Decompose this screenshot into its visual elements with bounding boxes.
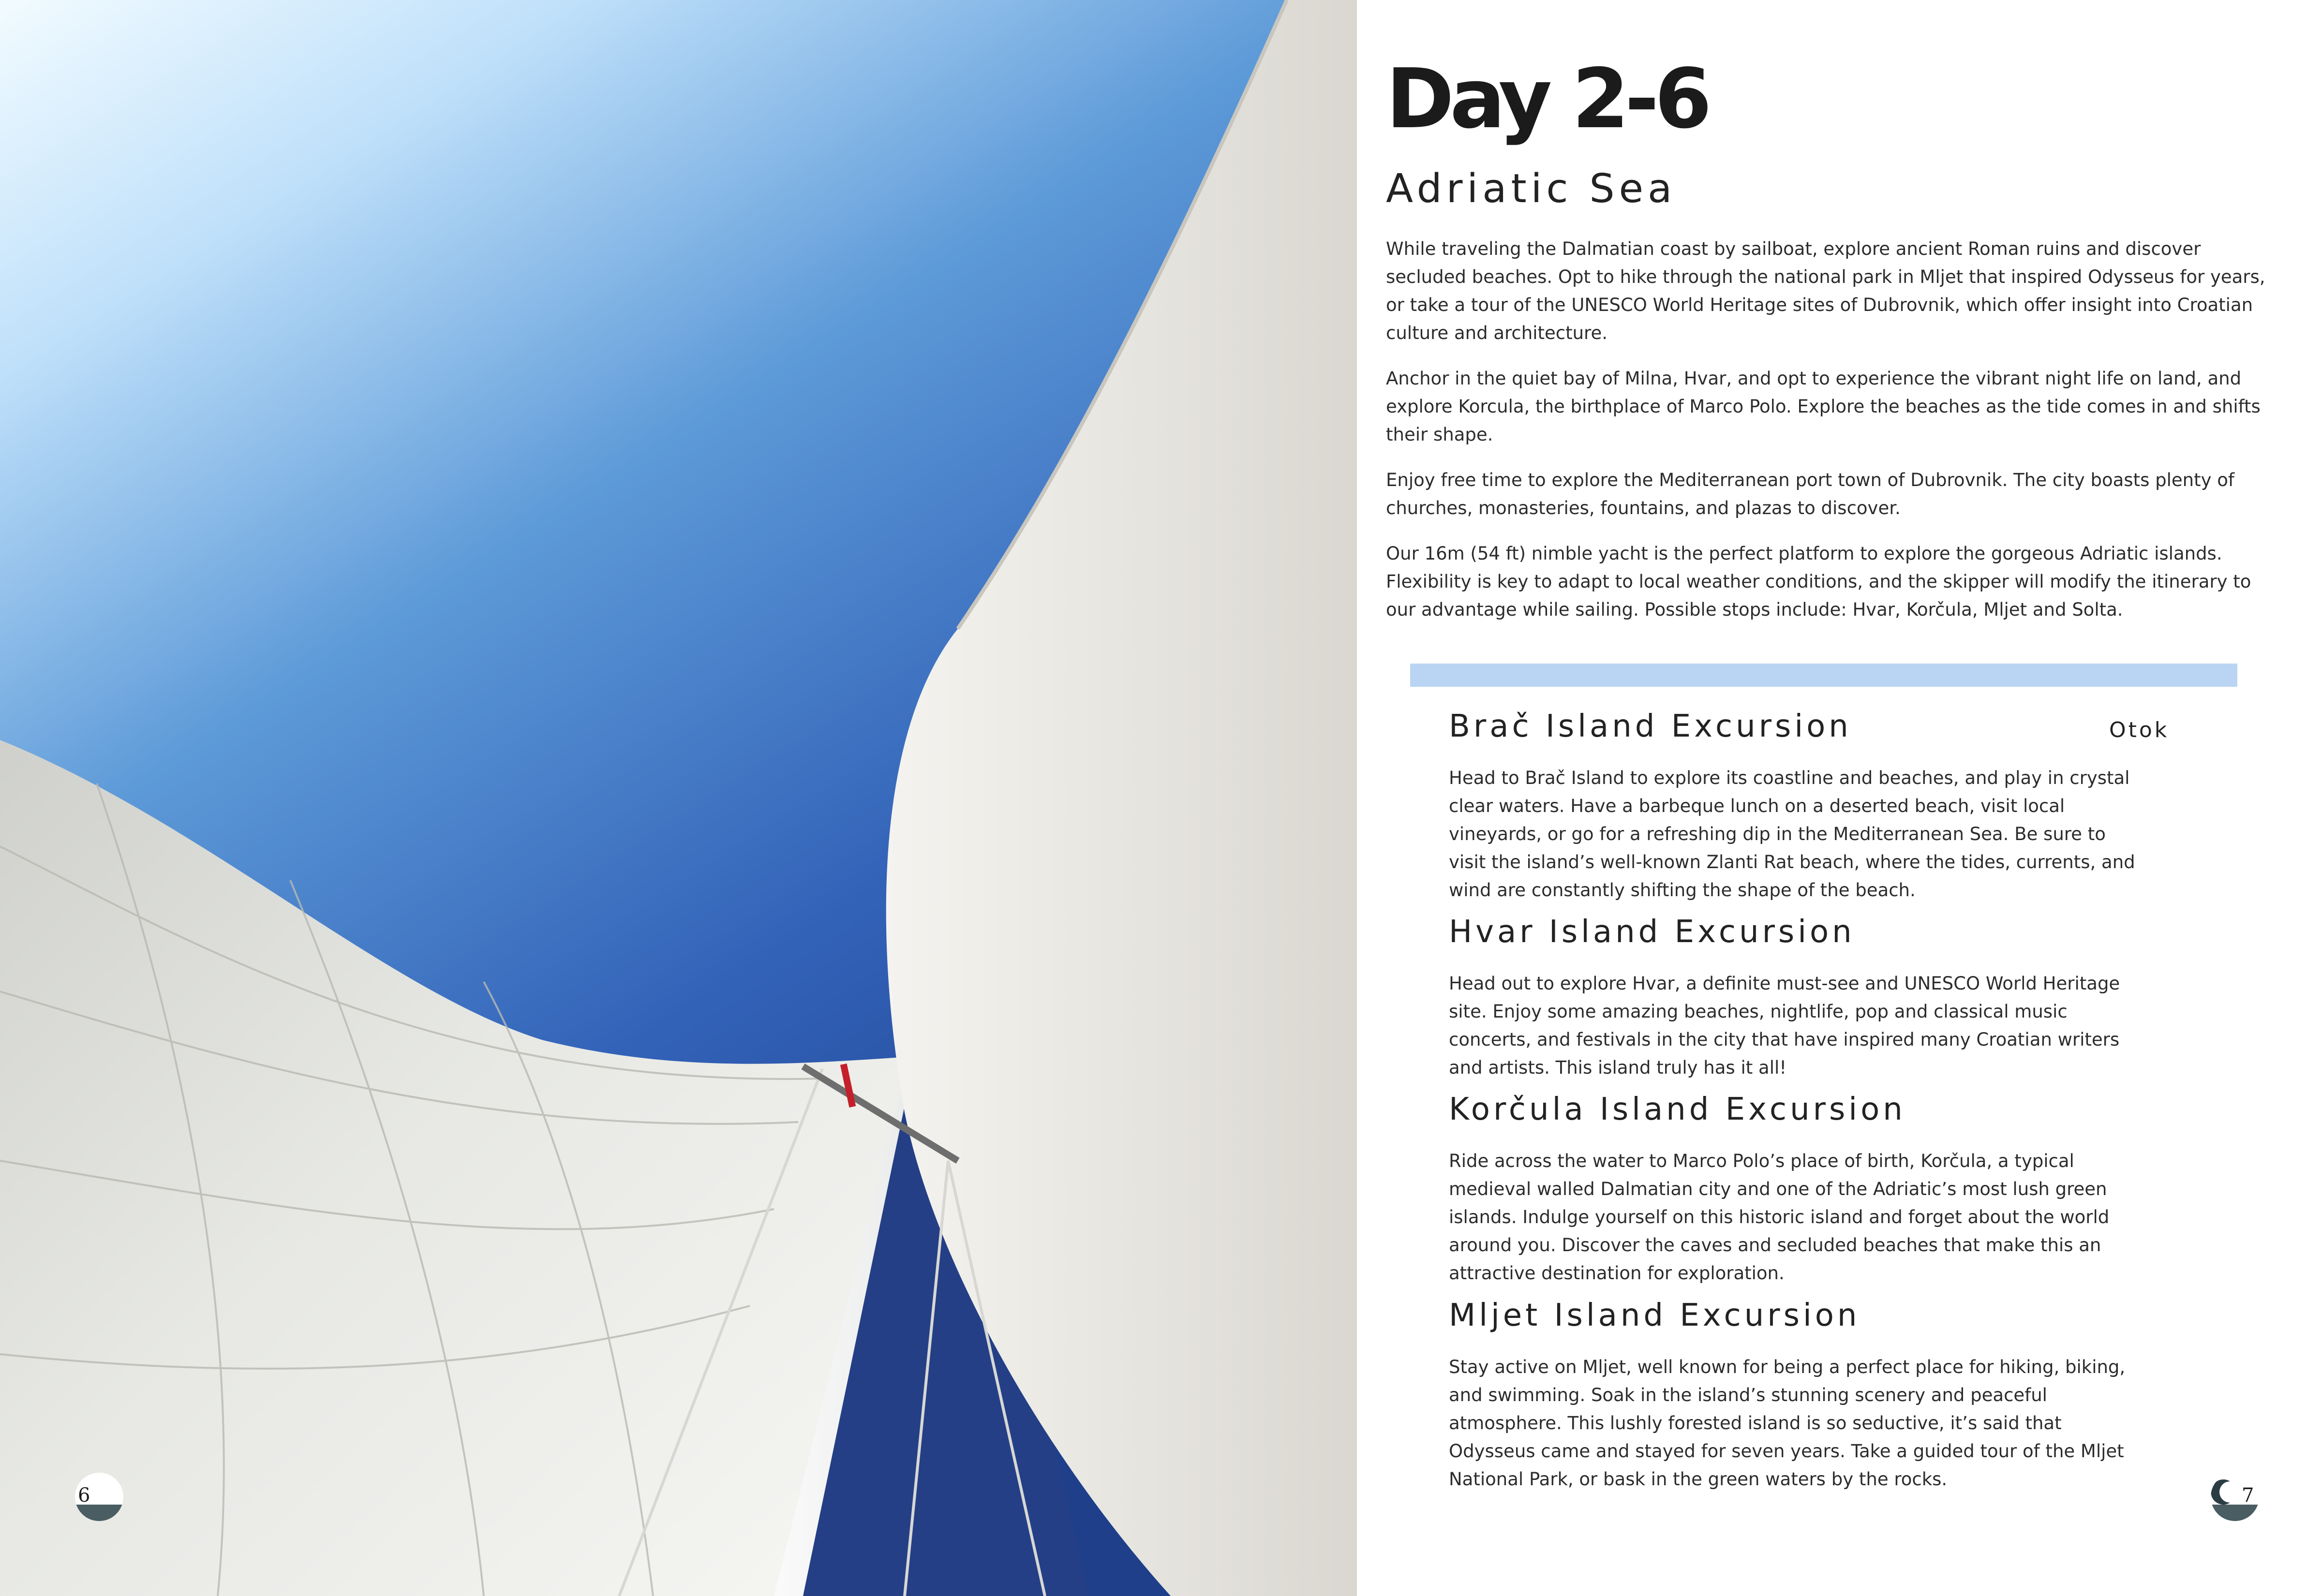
excursion-title-korcula: Korčula Island Excursion (1449, 1092, 1906, 1127)
excursion-title-mljet: Mljet Island Excursion (1449, 1298, 1861, 1333)
excursion-body-hvar: Head out to explore Hvar, a definite must-see and UNESCO World Heritage site. Enjoy some amazing beaches, nightlife, pop and classical music concerts, and festivals in the city that have inspired many Croatian writers and artists. This island truly has it all! (1449, 973, 2120, 1078)
intro-paragraph: Anchor in the quiet bay of Milna, Hvar, and opt to experience the vibrant night life on land, and explore Korcula, the birthplace of Marco Polo. Explore the beaches as the tide comes in and shifts their shape. (1386, 368, 2261, 445)
excursion-title-brac: Brač Island Excursion (1449, 709, 1852, 744)
intro-paragraph: Enjoy free time to explore the Mediterranean port town of Dubrovnik. The city boasts plenty of churches, monasteries, fountains, and plazas to discover. (1386, 470, 2234, 518)
excursion-body-mljet: Stay active on Mljet, well known for being a perfect place for hiking, biking, and swimming. Soak in the island’s stunning scenery and peaceful atmosphere. This lushly forested island is so seductive, it’s said that Odysseus came and stayed for seven years. Take a guided tour of the Mljet National Park, or bask in the green waters by the rocks. (1449, 1357, 2126, 1490)
page-title: Day 2-6 (1386, 51, 1708, 147)
intro-paragraph: Our 16m (54 ft) nimble yacht is the perfect platform to explore the gorgeous Adriatic islands. Flexibility is key to adapt to local weather conditions, and the skipper will modify the itinerary to our advantage while sailing. Possible stops include: Hvar, Korčula, Mljet and Solta. (1386, 543, 2251, 620)
text-page (1357, 0, 2322, 1596)
intro-paragraph: While traveling the Dalmatian coast by sailboat, explore ancient Roman ruins and discover secluded beaches. Opt to hike through the national park in Mljet that inspired Odysseus for years, or take a tour of the UNESCO World Heritage sites of Dubrovnik, which offer insight into Croatian culture and architecture. (1386, 238, 2265, 343)
side-label: Otok (2109, 718, 2170, 742)
excursion-title-hvar: Hvar Island Excursion (1449, 914, 1855, 950)
excursion-body-korcula: Ride across the water to Marco Polo’s place of birth, Korčula, a typical medieval walled Dalmatian city and one of the Adriatic’s most lush green islands. Indulge yourself on this historic island and forget about the world around you. Discover the caves and secluded beaches that make this an attractive destination for exploration. (1449, 1151, 2110, 1284)
page-number-left: 6 (78, 1484, 90, 1507)
page-number-badge-right (2211, 1473, 2259, 1521)
accent-bar (1410, 664, 2237, 687)
page-subtitle: Adriatic Sea (1386, 166, 1677, 212)
excursion-body-brac: Head to Brač Island to explore its coastline and beaches, and play in crystal clear waters. Have a barbeque lunch on a deserted beach, visit local vineyards, or go for a refreshing dip in the Mediterranean Sea. Be sure to visit the island’s well-known Zlanti Rat beach, where the tides, currents, and wind are constantly shifting the shape of the beach. (1449, 768, 2135, 901)
page-number-right: 7 (2242, 1484, 2254, 1507)
intro-text (1386, 235, 2271, 641)
page-number-badge-left (75, 1473, 123, 1521)
